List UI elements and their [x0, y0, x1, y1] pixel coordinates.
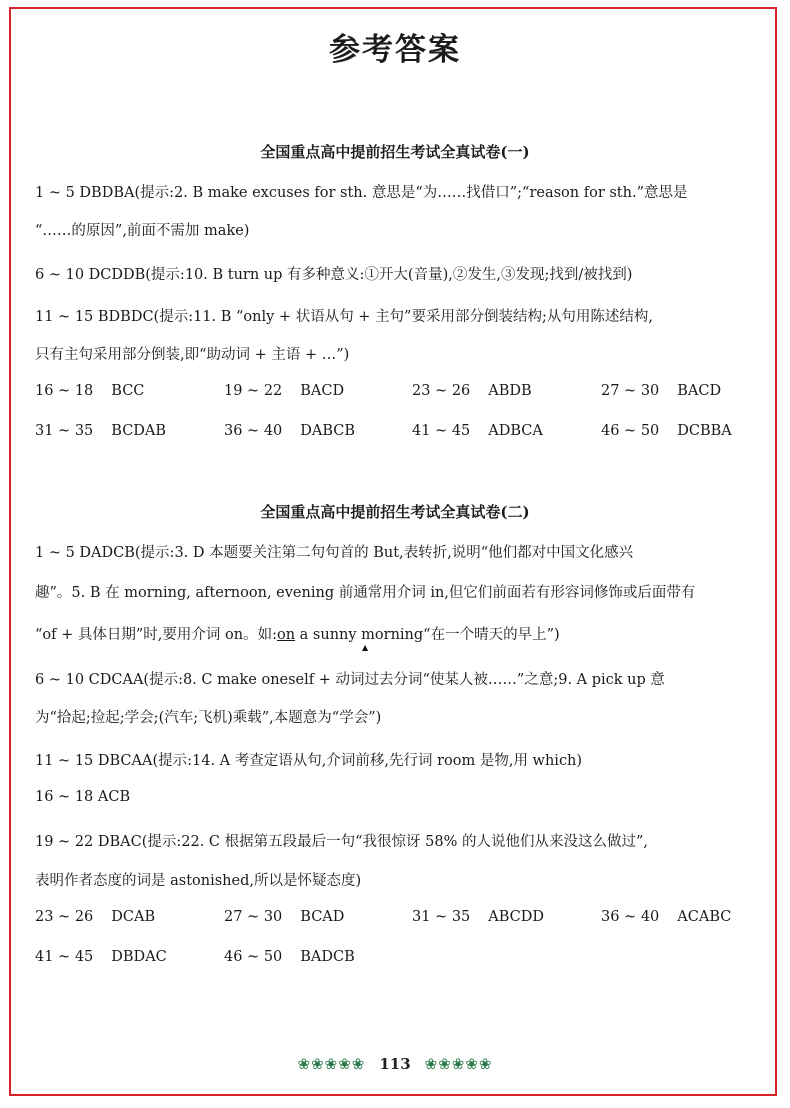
s1-grid-cell: 41 ~ 45 ADBCA	[412, 423, 543, 439]
s2-answer-line-2: 趣”。5. B 在 morning, afternoon, evening 前通常用介词 in,但它们前面若有形容词修饰或后面带有	[35, 585, 696, 601]
s1-answer-line-1: 1 ~ 5 DBDBA(提示:2. B make excuses for sth. 意思是“为……找借口”;“reason for sth.”意思是	[35, 185, 688, 201]
section-2-heading: 全国重点高中提前招生考试全真试卷(二)	[260, 503, 530, 521]
s2-grid-cell: 46 ~ 50 BADCB	[224, 949, 355, 965]
s1-answer-line-2: “……的原因”,前面不需加 make)	[35, 223, 250, 239]
flower-ornament-icon: ❀❀❀❀❀	[424, 1055, 493, 1073]
s1-grid-cell: 31 ~ 35 BCDAB	[35, 423, 167, 439]
s1-grid-cell: 19 ~ 22 BACD	[224, 383, 345, 399]
page-number: 113	[379, 1055, 411, 1073]
flower-ornament-icon: ❀❀❀❀❀	[297, 1055, 366, 1073]
s2-grid-cell: 23 ~ 26 DCAB	[35, 909, 156, 925]
s1-grid-cell: 46 ~ 50 DCBBA	[601, 423, 732, 439]
s1-grid-cell: 23 ~ 26 ABDB	[412, 383, 532, 399]
s2-answer-line-1: 1 ~ 5 DADCB(提示:3. D 本题要关注第二句句首的 But,表转折,说明“他们都对中国文化感兴	[35, 545, 634, 561]
s1-answer-line-5: 只有主句采用部分倒装,即“助动词 + 主语 + …”)	[35, 347, 350, 363]
page-title: 参考答案	[329, 32, 461, 68]
s2-answer-line-7: 16 ~ 18 ACB	[35, 789, 131, 805]
s2-answer-line-8: 19 ~ 22 DBAC(提示:22. C 根据第五段最后一句“我很惊讶 58% 的人说他们从来没这么做过”,	[35, 834, 649, 850]
s2-answer-line-3: “of + 具体日期”时,要用介词 on。如:on a sunny morning“在一个晴天的早上”)	[35, 627, 560, 643]
s2-answer-line-6: 11 ~ 15 DBCAA(提示:14. A 考查定语从句,介词前移,先行词 room 是物,用 which)	[35, 753, 583, 769]
s2-grid-cell: 41 ~ 45 DBDAC	[35, 949, 167, 965]
s1-grid-cell: 36 ~ 40 DABCB	[224, 423, 356, 439]
s2-grid-cell: 31 ~ 35 ABCDD	[412, 909, 545, 925]
s1-answer-line-4: 11 ~ 15 BDBDC(提示:11. B “only + 状语从句 + 主句”要采用部分倒装结构;从句用陈述结构,	[35, 309, 653, 325]
s1-answer-line-3: 6 ~ 10 DCDDB(提示:10. B turn up 有多种意义:①开大(音量),②发生,③发现;找到/被找到)	[35, 267, 633, 283]
s1-grid-cell: 16 ~ 18 BCC	[35, 383, 145, 399]
s2-grid-cell: 36 ~ 40 ACABC	[601, 909, 732, 925]
s2-answer-line-9: 表明作者态度的词是 astonished,所以是怀疑态度)	[35, 873, 362, 889]
s2-grid-cell: 27 ~ 30 BCAD	[224, 909, 345, 925]
caret-mark-icon: ▲	[362, 643, 369, 652]
s2-answer-line-4: 6 ~ 10 CDCAA(提示:8. C make oneself + 动词过去分词“使某人被……”之意;9. A pick up 意	[35, 672, 665, 688]
page-footer	[0, 1055, 790, 1073]
s1-grid-cell: 27 ~ 30 BACD	[601, 383, 722, 399]
s2-answer-line-5: 为“拾起;捡起;学会;(汽车;飞机)乘载”,本题意为“学会”)	[35, 710, 382, 726]
section-1-heading: 全国重点高中提前招生考试全真试卷(一)	[260, 143, 530, 161]
